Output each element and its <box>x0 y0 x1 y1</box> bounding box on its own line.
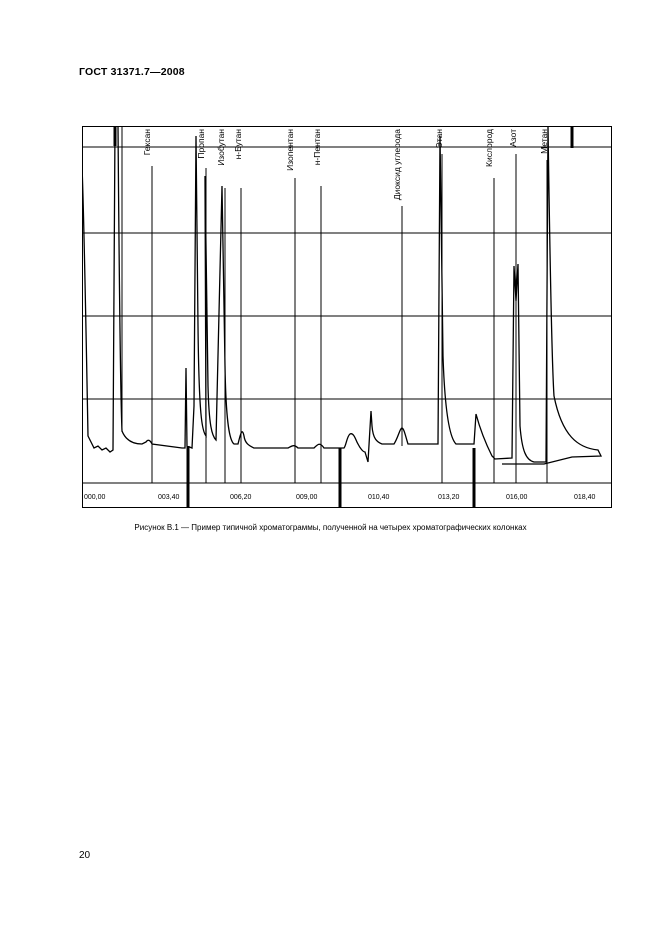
peak-label: н-Бутан <box>233 129 243 160</box>
x-tick-label: 016,00 <box>506 494 528 501</box>
x-tick-label: 018,40 <box>574 494 596 501</box>
peak-label: Кислород <box>484 129 494 167</box>
peak-label: н-Пентан <box>312 129 322 166</box>
peak-label: Азот <box>508 129 518 147</box>
peak-label: Пропан <box>196 129 206 159</box>
x-tick-label: 006,20 <box>230 494 252 501</box>
page-number: 20 <box>79 850 91 861</box>
document-header: ГОСТ 31371.7—2008 <box>79 66 185 78</box>
peak-labels <box>142 129 549 200</box>
x-tick-label: 010,40 <box>368 494 390 501</box>
chromatogram-figure <box>82 126 612 508</box>
x-tick-label: 000,00 <box>84 494 106 501</box>
peak-label: Изобутан <box>216 129 226 166</box>
figure-caption: Рисунок В.1 — Пример типичной хроматограммы, полученной на четырех хроматографических колонках <box>134 523 527 532</box>
chromatogram-trace <box>82 126 601 464</box>
chart-frame <box>83 127 612 508</box>
x-tick-label: 009,00 <box>296 494 318 501</box>
chromatogram-chart <box>82 126 612 508</box>
peak-label: Диоксид углерода <box>392 129 402 201</box>
peak-label: Изопентан <box>285 129 295 171</box>
x-tick-label: 003,40 <box>158 494 180 501</box>
x-tick-label: 013,20 <box>438 494 460 501</box>
peak-label: Метан <box>539 129 549 154</box>
peak-label: Этан <box>434 129 444 149</box>
peak-label: Гексан <box>142 129 152 156</box>
